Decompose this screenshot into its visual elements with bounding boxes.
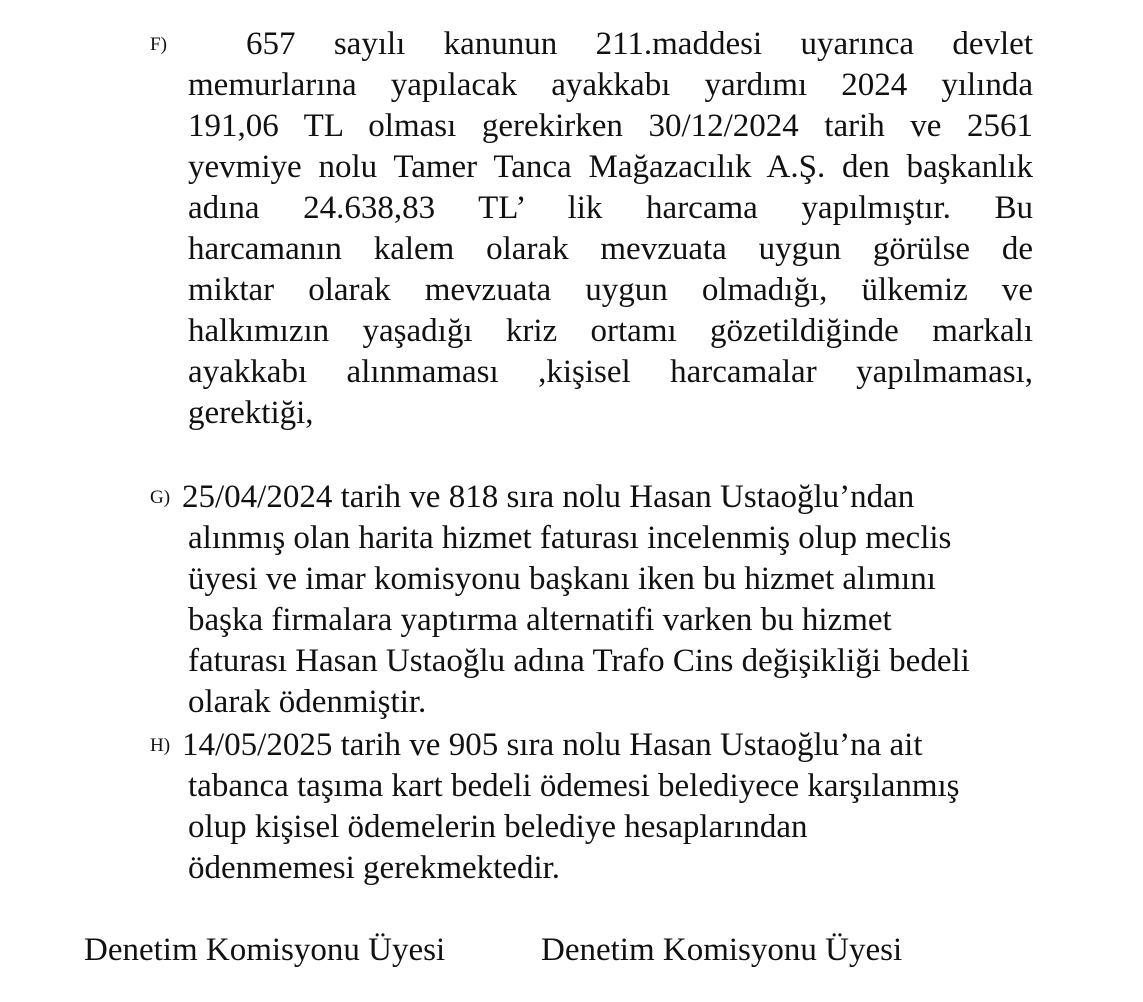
clause-line: 25/04/2024 tarih ve 818 sıra nolu Hasan Ustaoğlu’ndan bbox=[182, 479, 915, 515]
clause-line: ödenmemesi gerekmektedir. bbox=[188, 850, 561, 886]
clause-line: 14/05/2025 tarih ve 905 sıra nolu Hasan Ustaoğlu’na ait bbox=[182, 727, 923, 763]
clause-line: faturası Hasan Ustaoğlu adına Trafo Cins değişikliği bedeli bbox=[188, 643, 970, 679]
clause-g bbox=[150, 477, 1040, 723]
clause-line: olup kişisel ödemelerin belediye hesaplarından bbox=[188, 809, 808, 845]
clause-line: gerektiği, bbox=[188, 395, 314, 431]
clause-line: 191,06 TL olması gerekirken 30/12/2024 tarih ve 2561 bbox=[188, 108, 1033, 144]
clause-line: miktar olarak mevzuata uygun olmadığı, ülkemiz ve bbox=[188, 272, 1033, 308]
clause-f bbox=[150, 24, 1040, 434]
clause-line: olarak ödenmiştir. bbox=[188, 684, 427, 720]
signature-right: Denetim Komisyonu Üyesi bbox=[541, 932, 903, 968]
clause-line: ayakkabı alınmaması ,kişisel harcamalar yapılmaması, bbox=[188, 354, 1033, 390]
clause-line: yevmiye nolu Tamer Tanca Mağazacılık A.Ş. den başkanlık bbox=[188, 149, 1033, 185]
clause-h bbox=[150, 725, 1040, 889]
clause-line: harcamanın kalem olarak mevzuata uygun görülse de bbox=[188, 231, 1033, 267]
clause-marker: F) bbox=[150, 34, 167, 55]
clause-line: 657 sayılı kanunun 211.maddesi uyarınca devlet bbox=[246, 26, 1033, 62]
clause-line: halkımızın yaşadığı kriz ortamı gözetildiğinde markalı bbox=[188, 313, 1033, 349]
clause-line: tabanca taşıma kart bedeli ödemesi belediyece karşılanmış bbox=[188, 768, 960, 804]
clause-marker: H) bbox=[150, 735, 171, 756]
clause-marker: G) bbox=[150, 487, 171, 508]
clause-line: adına 24.638,83 TL’ lik harcama yapılmıştır. Bu bbox=[188, 190, 1033, 226]
clause-line: başka firmalara yaptırma alternatifi varken bu hizmet bbox=[188, 602, 892, 638]
clause-line: alınmış olan harita hizmet faturası incelenmiş olup meclis bbox=[188, 520, 952, 556]
clause-line: memurlarına yapılacak ayakkabı yardımı 2024 yılında bbox=[188, 67, 1033, 103]
signature-left: Denetim Komisyonu Üyesi bbox=[84, 932, 446, 968]
clause-line: üyesi ve imar komisyonu başkanı iken bu hizmet alımını bbox=[188, 561, 936, 597]
